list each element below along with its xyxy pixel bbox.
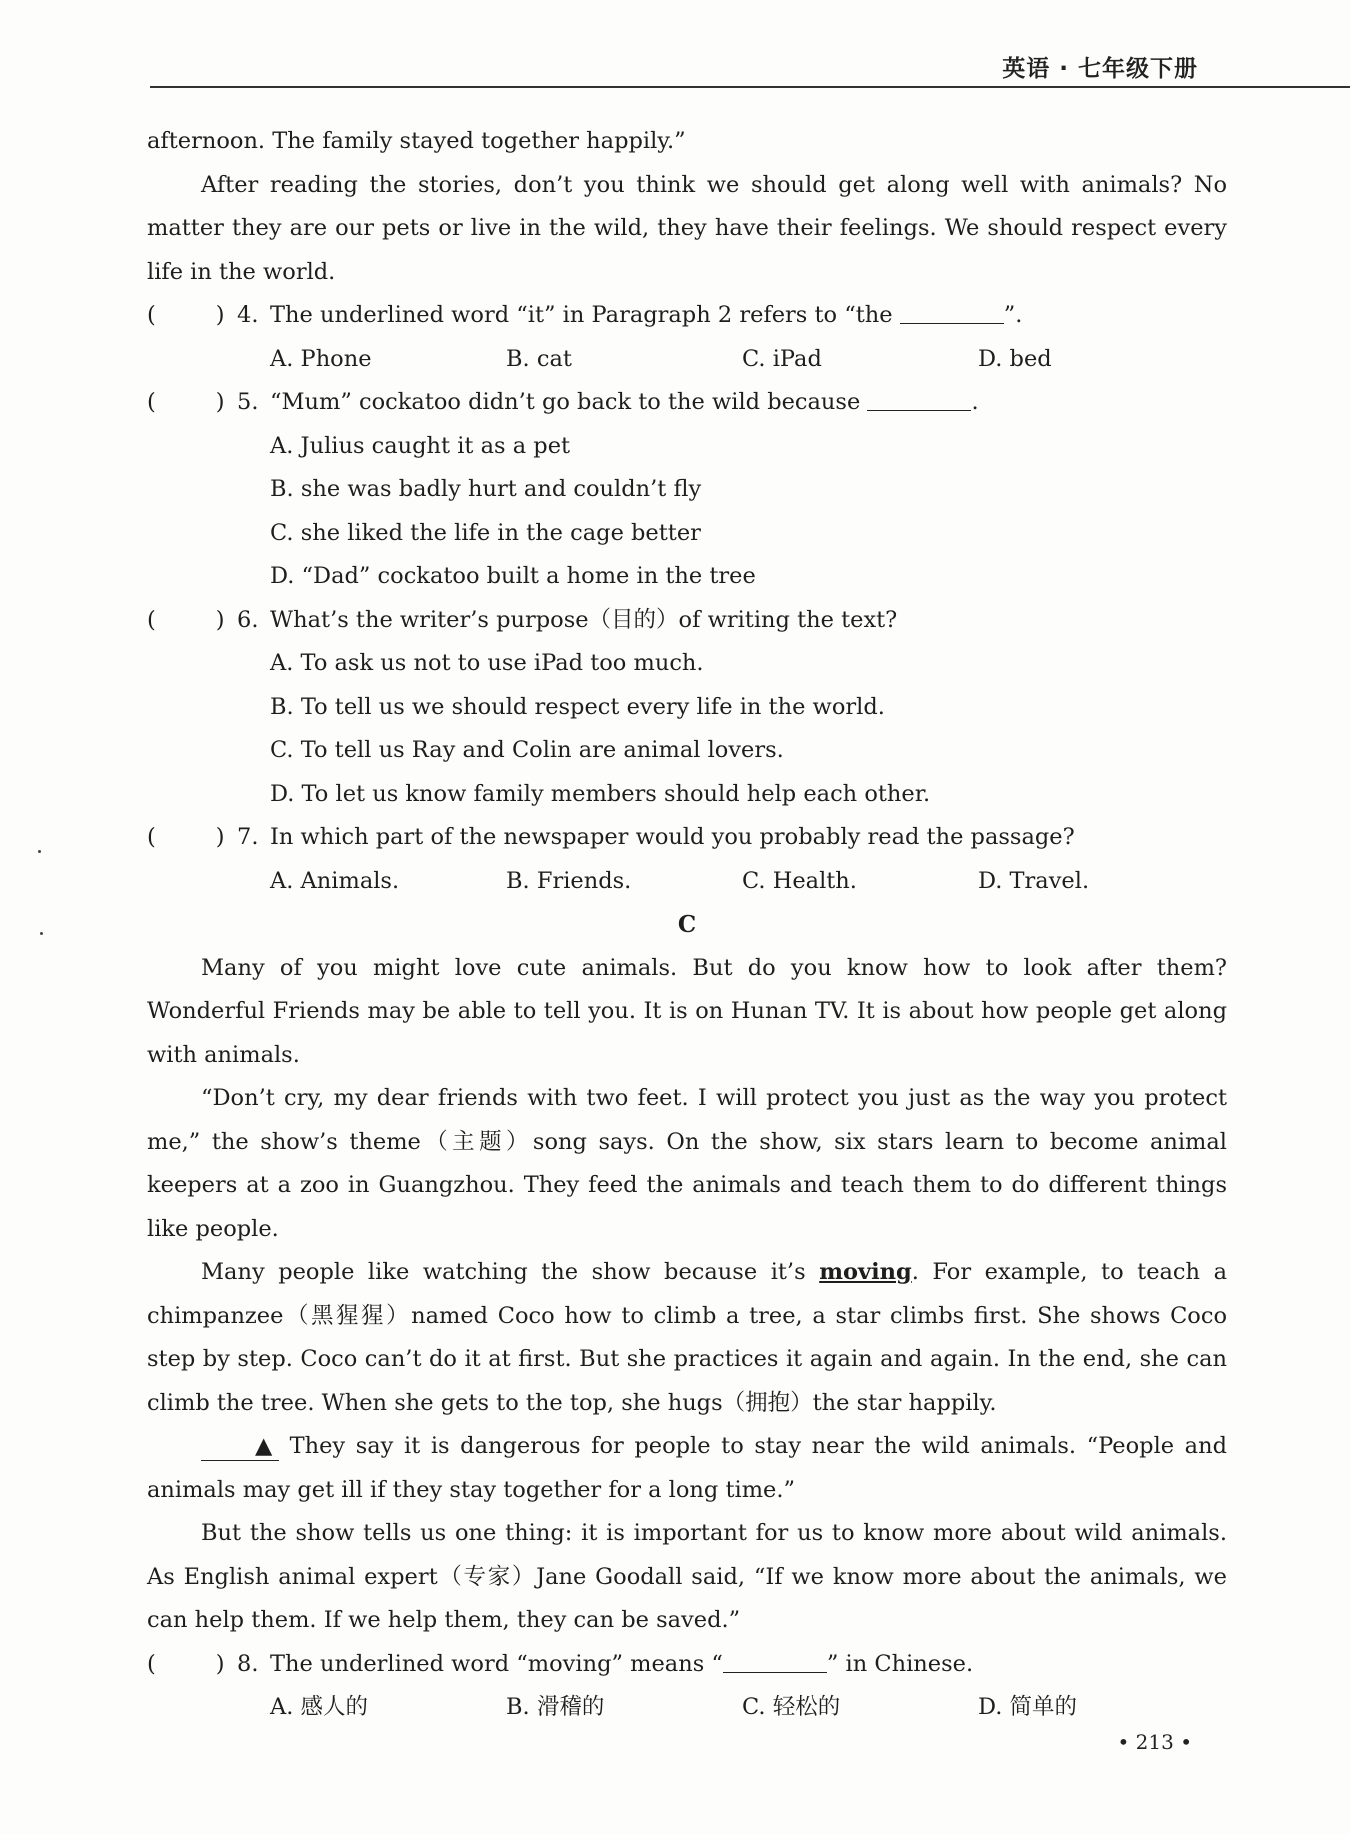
paragraph-text: . For example, to teach a chimpanzee（黑猩猩）named Coco how to climb a tree, a star climbs first. She shows Coco step by step. Coco can’t do it at first. But she practices it again and again. In the end, she can climb the tree. When she gets to the top, she hugs（拥抱）the star happily. [147, 1259, 1227, 1416]
answer-bracket[interactable]: ( ) [147, 824, 225, 850]
option[interactable]: A. Phone [270, 345, 372, 372]
question-text: In which part of the newspaper would you probably read the passage? [270, 824, 1075, 850]
answer-bracket[interactable]: ( ) [147, 1650, 225, 1677]
question-number: 8. [237, 1650, 259, 1677]
underlined-word: moving [819, 1259, 912, 1285]
question-number: 7. [237, 824, 259, 850]
option[interactable]: D. 简单的 [978, 1694, 1078, 1720]
question-text-end: ”. [1003, 302, 1023, 328]
paragraph: afternoon. The family stayed together happily.” [147, 128, 686, 154]
answer-bracket[interactable]: ( ) [147, 389, 225, 415]
question-6 [147, 599, 1227, 643]
paragraph: After reading the stories, don’t you think we should get along well with animals? No matter they are our pets or live in the wild, they have their feelings. We should respect every life in the world. [147, 171, 1227, 285]
answer-bracket[interactable]: ( ) [147, 606, 225, 633]
options-row [147, 338, 1227, 382]
option[interactable]: A. To ask us not to use iPad too much. [270, 650, 704, 676]
page-number: • 213 • [1117, 1730, 1192, 1754]
question-5 [147, 381, 1227, 425]
option[interactable]: C. she liked the life in the cage better [270, 519, 701, 546]
scan-speck [38, 850, 41, 853]
answer-blank[interactable] [723, 1650, 827, 1673]
option[interactable]: A. 感人的 [270, 1694, 369, 1720]
question-4 [147, 294, 1227, 338]
option[interactable]: D. bed [978, 345, 1052, 372]
answer-blank[interactable] [867, 388, 971, 411]
option[interactable]: D. To let us know family members should help each other. [270, 780, 931, 807]
option[interactable]: B. Friends. [506, 867, 632, 894]
option[interactable]: D. Travel. [978, 867, 1090, 894]
option[interactable]: C. iPad [742, 345, 822, 372]
paragraph: “Don’t cry, my dear friends with two feet. I will protect you just as the way you protect me,” the show’s theme（主题）song says. On the show, six stars learn to become animal keepers at a zoo in Guangzhou. They feed the animals and teach them to do different things like people. [147, 1085, 1227, 1242]
blank-triangle-marker[interactable]: ▲ [201, 1432, 279, 1461]
question-text: The underlined word “moving” means “ [270, 1650, 723, 1677]
option[interactable]: D. “Dad” cockatoo built a home in the tree [270, 563, 756, 589]
answer-blank[interactable] [900, 301, 1004, 324]
section-title: C [677, 911, 697, 938]
question-text: The underlined word “it” in Paragraph 2 refers to “the [270, 302, 900, 328]
page-header [0, 0, 1350, 92]
paragraph-text: They say it is dangerous for people to stay near the wild animals. “People and animals may get ill if they stay together for a long time.” [147, 1433, 1227, 1503]
option[interactable]: C. 轻松的 [742, 1694, 841, 1720]
options-row [147, 860, 1227, 904]
header-rule [150, 86, 1350, 88]
paragraph [147, 1425, 1227, 1512]
paragraph: But the show tells us one thing: it is important for us to know more about wild animals. As English animal expert（专家）Jane Goodall said, “If we know more about the animals, we can help them. If we help them, they can be saved.” [147, 1520, 1227, 1633]
option[interactable]: C. To tell us Ray and Colin are animal lovers. [270, 737, 784, 763]
paragraph [147, 1251, 1227, 1425]
question-text: “Mum” cockatoo didn’t go back to the wild because [270, 389, 868, 415]
option[interactable]: A. Animals. [270, 867, 400, 894]
answer-bracket[interactable]: ( ) [147, 302, 225, 328]
question-text: What’s the writer’s purpose（目的）of writing the text? [270, 606, 898, 633]
question-7 [147, 816, 1227, 860]
option[interactable]: B. cat [506, 345, 572, 372]
page-content [147, 120, 1227, 1730]
question-number: 4. [237, 302, 259, 328]
question-number: 5. [237, 389, 259, 415]
options-row [147, 1686, 1227, 1730]
option[interactable]: B. To tell us we should respect every life in the world. [270, 693, 885, 720]
option[interactable]: A. Julius caught it as a pet [270, 432, 571, 459]
header-title: 英语 · 七年级下册 [1002, 56, 1198, 82]
question-text-end: . [971, 389, 979, 415]
question-text-end: ” in Chinese. [826, 1650, 974, 1677]
option[interactable]: B. she was badly hurt and couldn’t fly [270, 476, 702, 502]
question-8 [147, 1643, 1227, 1687]
question-number: 6. [237, 606, 259, 633]
paragraph-text: Many people like watching the show because it’s [201, 1259, 820, 1285]
paragraph: Many of you might love cute animals. But do you know how to look after them? Wonderful Friends may be able to tell you. It is on Hunan TV. It is about how people get along with animals. [147, 954, 1227, 1068]
option[interactable]: C. Health. [742, 867, 857, 894]
scan-speck [40, 932, 43, 935]
option[interactable]: B. 滑稽的 [506, 1694, 605, 1720]
